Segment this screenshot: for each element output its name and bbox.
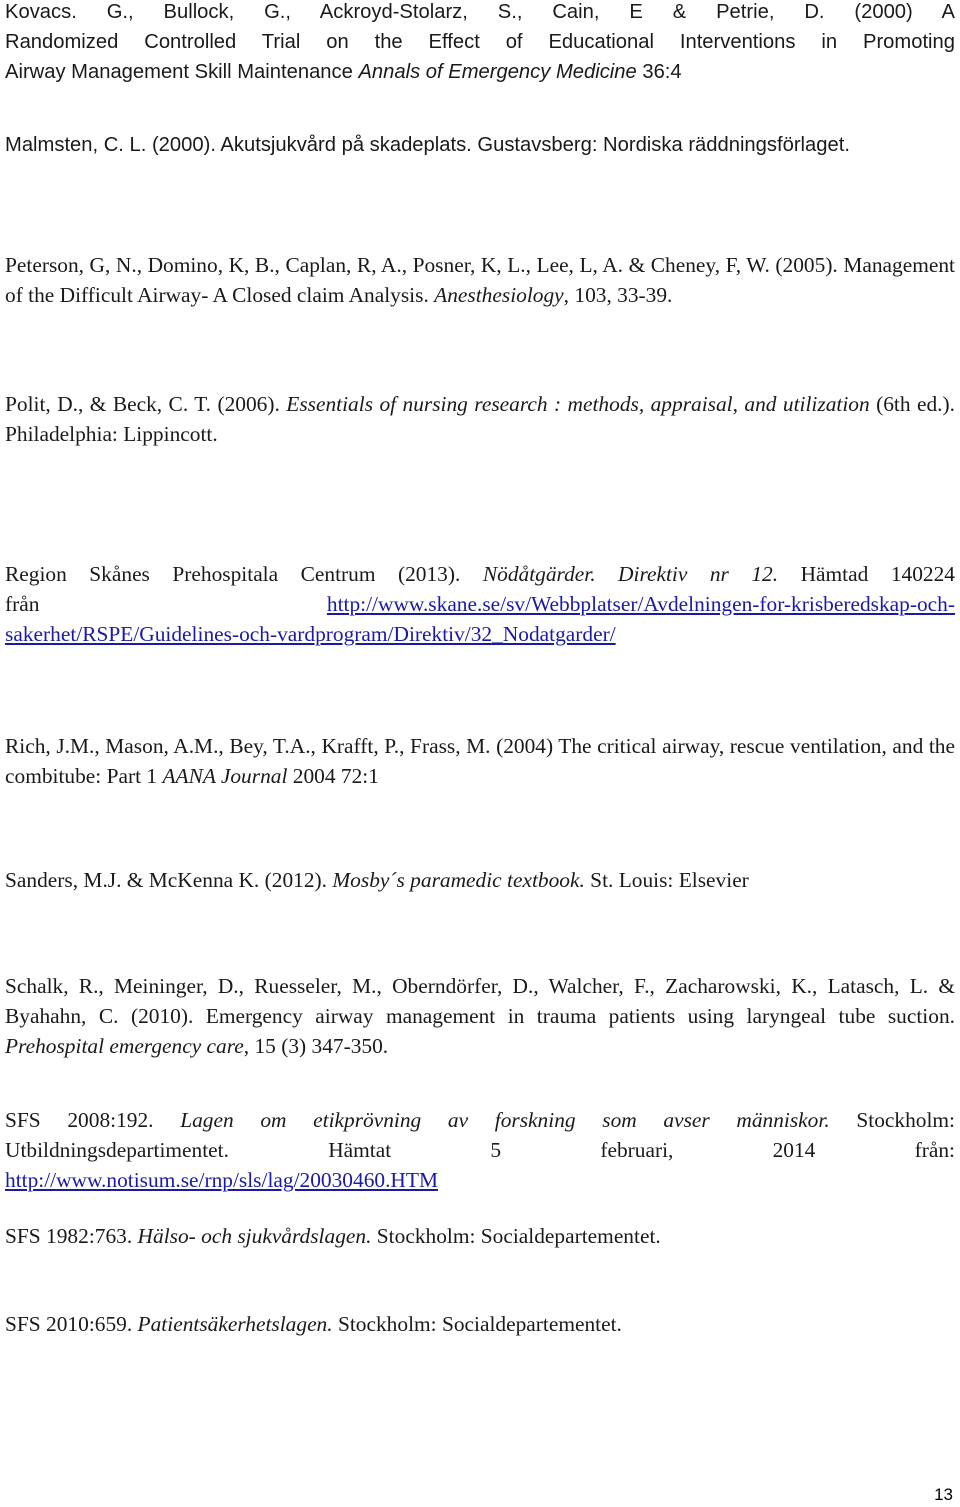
- reference-schalk: [5, 971, 955, 1061]
- reference-sfs2010-paragraph: [5, 1309, 955, 1339]
- reference-sfs1982-end: Stockholm: Socialdepartementet.: [371, 1224, 661, 1248]
- reference-peterson: [5, 250, 955, 310]
- reference-peterson-paragraph: [5, 250, 955, 310]
- reference-kovacs-volume: 36:4: [636, 61, 682, 83]
- reference-sfs-1982: [5, 1221, 955, 1251]
- reference-region-retrieved: Hämtad 140224: [778, 562, 955, 586]
- reference-kovacs-line1: Kovacs. G., Bullock, G., Ackroyd-Stolarz, S., Cain, E & Petrie, D. (2000) A: [5, 1, 955, 23]
- reference-region-link-part1[interactable]: http://www.skane.se/sv/Webbplatser/Avdelningen-for-krisberedskap-och-: [326, 592, 955, 616]
- reference-sfs2008-line3: [5, 1165, 955, 1195]
- reference-sanders-text: Sanders, M.J. & McKenna K. (2012).: [5, 868, 333, 892]
- reference-region-skane: [5, 559, 955, 649]
- reference-sfs2010-text: SFS 2010:659.: [5, 1312, 138, 1336]
- reference-peterson-end: , 103, 33-39.: [563, 283, 673, 307]
- reference-sanders: [5, 865, 955, 895]
- reference-sfs2010-end: Stockholm: Socialdepartementet.: [332, 1312, 622, 1336]
- reference-schalk-end: , 15 (3) 347-350.: [243, 1034, 389, 1058]
- reference-sfs1982-paragraph: [5, 1221, 955, 1251]
- reference-sfs2008-title: Lagen om etikprövning av forskning som avser människor.: [180, 1108, 830, 1132]
- reference-sfs2008-end: Stockholm:: [829, 1108, 955, 1132]
- reference-malmsten-text: Malmsten, C. L. (2000). Akutsjukvård på skadeplats. Gustavsberg: Nordiska räddningsförlaget.: [5, 134, 850, 156]
- reference-sanders-paragraph: [5, 865, 955, 895]
- reference-sfs2008-link[interactable]: http://www.notisum.se/rnp/sls/lag/20030460.HTM: [5, 1168, 438, 1192]
- reference-rich-end: 2004 72:1: [287, 764, 379, 788]
- reference-sfs1982-title: Hälso- och sjukvårdslagen.: [137, 1224, 372, 1248]
- reference-sfs2008-text: SFS 2008:192.: [5, 1108, 181, 1132]
- reference-kovacs-journal: Annals of Emergency Medicine: [358, 61, 637, 83]
- reference-sfs-2010: [5, 1309, 955, 1339]
- reference-polit-text: Polit, D., & Beck, C. T. (2006).: [5, 392, 287, 416]
- reference-region-link-part2[interactable]: sakerhet/RSPE/Guidelines-och-vardprogram/Direktiv/32_Nodatgarder/: [5, 622, 616, 646]
- reference-polit-paragraph: [5, 389, 955, 449]
- reference-sfs2010-title: Patientsäkerhetslagen.: [137, 1312, 333, 1336]
- reference-schalk-text: Schalk, R., Meininger, D., Ruesseler, M., Oberndörfer, D., Walcher, F., Zacharowski, K., Latasch, L. & Byahahn, C. (2010). Emergency airway management in trauma patients using laryngeal tube suction.: [5, 974, 955, 1028]
- reference-rich: [5, 731, 955, 791]
- reference-peterson-journal: Anesthesiology: [434, 283, 564, 307]
- reference-sfs1982-text: SFS 1982:763.: [5, 1224, 138, 1248]
- reference-region-fran: från: [5, 592, 40, 616]
- reference-sanders-title: Mosby´s paramedic textbook.: [332, 868, 585, 892]
- reference-region-title: Nödåtgärder. Direktiv nr 12.: [482, 562, 779, 586]
- reference-kovacs-text: Airway Management Skill Maintenance: [5, 61, 359, 83]
- reference-region-line1: [5, 559, 955, 589]
- reference-rich-paragraph: [5, 731, 955, 791]
- reference-polit: [5, 389, 955, 449]
- reference-region-line2: [5, 589, 955, 619]
- reference-sfs2008-line1: [5, 1105, 955, 1135]
- reference-region-text: Region Skånes Prehospitala Centrum (2013).: [5, 562, 483, 586]
- reference-sanders-end: St. Louis: Elsevier: [584, 868, 749, 892]
- reference-kovacs: [5, 0, 955, 87]
- reference-polit-title: Essentials of nursing research : methods, appraisal, and utilization: [286, 392, 870, 416]
- reference-sfs2008-line2: Utbildningsdepartimentet. Hämtat 5 februari, 2014 från:: [5, 1138, 955, 1162]
- reference-schalk-journal: Prehospital emergency care: [5, 1034, 244, 1058]
- reference-peterson-text: Peterson, G, N., Domino, K, B., Caplan, R, A., Posner, K, L., Lee, L, A. & Cheney, F, W. (2005). Management of the Difficult Airway- A Closed claim Analysis.: [5, 253, 955, 307]
- reference-rich-text: Rich, J.M., Mason, A.M., Bey, T.A., Krafft, P., Frass, M. (2004) The critical airway, rescue ventilation, and the combitube: Part 1: [5, 734, 955, 788]
- reference-malmsten: [5, 130, 955, 160]
- reference-kovacs-line2: Randomized Controlled Trial on the Effect of Educational Interventions in Promoting: [5, 31, 955, 53]
- reference-region-line3: [5, 619, 955, 649]
- reference-schalk-paragraph: [5, 971, 955, 1061]
- reference-kovacs-line3: [5, 57, 955, 87]
- reference-sfs-2008: [5, 1105, 955, 1195]
- reference-rich-journal: AANA Journal: [162, 764, 288, 788]
- reference-polit-end: (6th ed.). Philadelphia: Lippincott.: [5, 392, 955, 446]
- page-number: 13: [934, 1485, 953, 1504]
